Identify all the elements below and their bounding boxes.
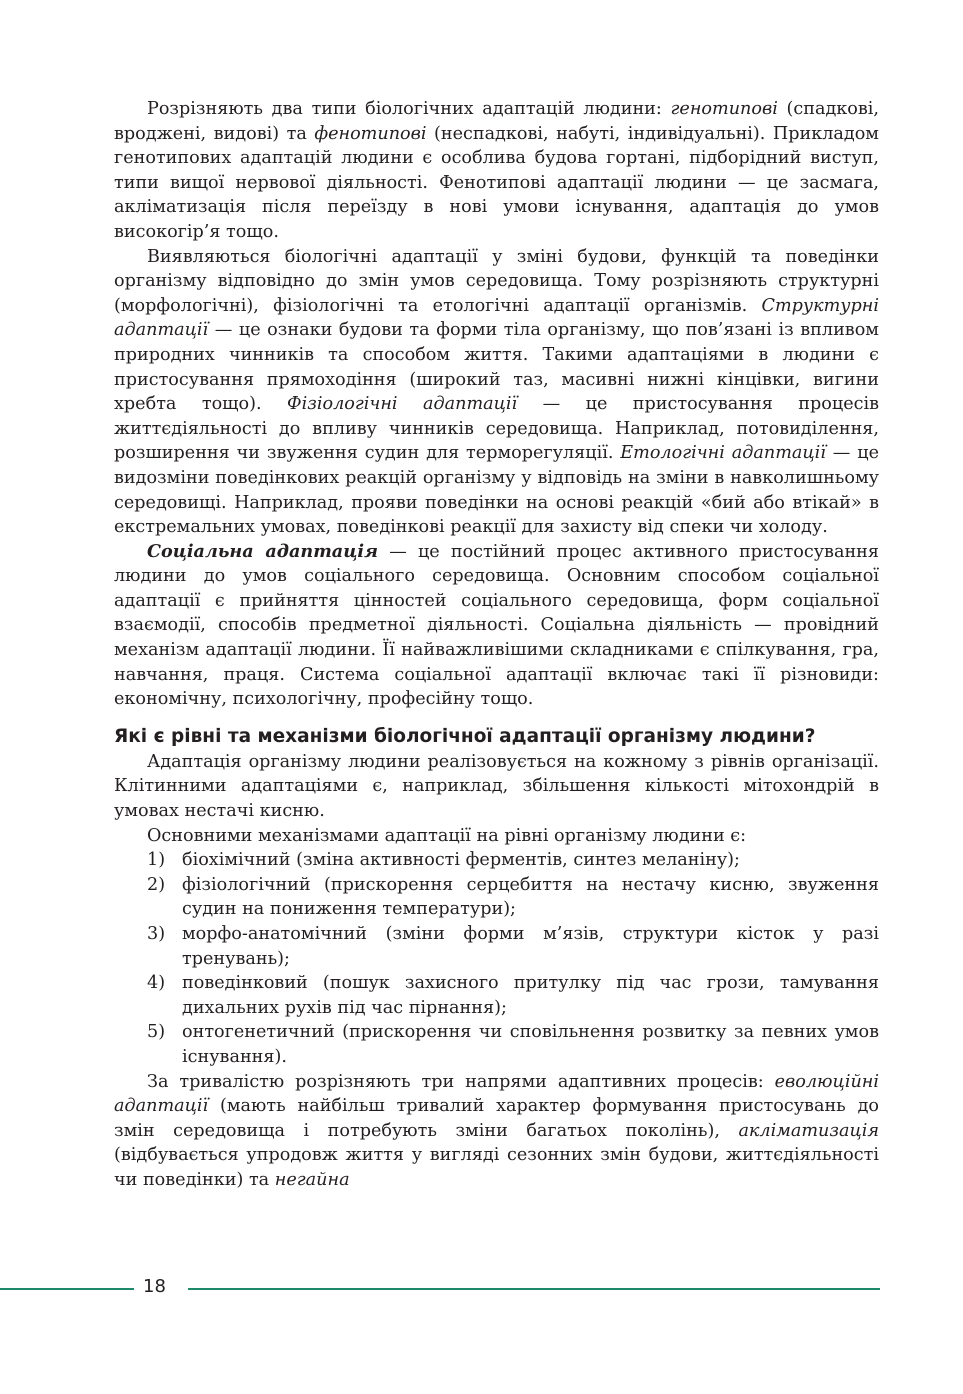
list-item-text: фізіологічний (прискорення серцебиття на нестачу кисню, звуження судин на пониження температури);: [182, 874, 879, 920]
term-acclimatization: акліматизація: [738, 1120, 879, 1141]
term-immediate: негайна: [274, 1169, 350, 1190]
list-item-text: морфо-анатомічний (зміни форми м’язів, структури кісток у разі тренувань);: [182, 924, 879, 969]
list-item: [114, 971, 879, 1020]
text-run: — це пристосування процесів життєдіяльності до впливу чинників середовища. Наприклад, потовиділення, розширення чи звуження судин для терморегуляції.: [114, 394, 879, 464]
footer-rule-left: [0, 1288, 134, 1290]
list-item-text: біохімічний (зміна активності ферментів, синтез меланіну);: [182, 850, 740, 871]
paragraph-cellular: Адаптація організму людини реалізовується на кожному з рівнів організації. Клітинними адаптаціями є, наприклад, збільшення кількості мітохондрій в умовах нестачі кисню.: [114, 751, 879, 822]
text-run: Розрізняють два типи біологічних адаптацій людини:: [147, 99, 671, 119]
paragraph-adaptation-types: [114, 97, 879, 245]
term-ethological: Етологічні адаптації: [620, 443, 826, 464]
text-run: Виявляються біологічні адаптації у зміні будови, функцій та поведінки організму відповідно до змін умов середовища. Тому розрізняють структурні (морфологічні), фізіологічні та етологічні адаптації організмів.: [114, 246, 879, 316]
page-number: 18: [143, 1276, 166, 1297]
text-run: (мають найбільш тривалий характер формування пристосувань до змін середовища і потребують зміни багатьох поколінь),: [114, 1096, 879, 1141]
term-social-adaptation: Соціальна адаптація: [147, 540, 379, 562]
list-number: 4): [147, 973, 166, 994]
list-number: 3): [147, 924, 166, 944]
list-item-text: онтогенетичний (прискорення чи сповільнення розвитку за певних умов існування).: [182, 1022, 879, 1067]
text-run: (неспадкові, набуті, індивідуальні). Прикладом генотипових адаптацій людини є особлива будова гортані, підборідний виступ, типи вищої нервової діяльності. Фенотипові адаптації людини — це засмага, акліматизація після переїзду в нові умови існування, адаптація до умов високогір’я тощо.: [114, 123, 879, 242]
text-run: За тривалістю розрізняють три напрями адаптивних процесів:: [147, 1071, 775, 1092]
list-item: [114, 1020, 879, 1069]
term-physiological: Фізіологічні адаптації: [287, 394, 518, 415]
text-run: (спадкові, вроджені, видові) та: [114, 99, 879, 144]
list-number: 2): [147, 874, 166, 895]
mechanisms-list: [114, 848, 879, 1069]
page-footer: [0, 1275, 963, 1305]
paragraph-social-adaptation: [114, 540, 879, 712]
text-run: — це постійний процес активного пристосування людини до умов соціального середовища. Основним способом соціальної адаптації є прийняття цінностей соціального середовища, форм соціальної взаємодії, способів предметної діяльності. Соціальна діяльність — провідний механізм адаптації людини. Її найважливішими складниками є спілкування, гра, навчання, праця. Система соціальної адаптації включає такі її різновиди: економічну, психологічну, професійну тощо.: [114, 541, 879, 710]
text-run: — це видозміни поведінкових реакцій організму у відповідь на зміни в навколишньому середовищі. Наприклад, прояви поведінки на основі реакцій «бий або втікай» в екстремальних умовах, поведінкові реакції для захисту від спеки чи холоду.: [114, 443, 879, 538]
term-structural: Структурні адаптації: [114, 295, 879, 341]
list-item: [114, 873, 879, 922]
text-run: (відбувається упродовж життя у вигляді сезонних змін будови, життєдіяльності чи поведінки) та: [114, 1145, 879, 1190]
term-phenotypic: фенотипові: [314, 123, 427, 144]
section-heading: Які є рівні та механізми біологічної адаптації організму людини?: [114, 725, 816, 747]
paragraph-mechanisms-intro: Основними механізмами адаптації на рівні організму людини є:: [147, 825, 747, 846]
term-evolutionary: еволюційні адаптації: [114, 1071, 879, 1117]
list-item: [114, 848, 879, 873]
list-item-text: поведінковий (пошук захисного притулку під час грози, тамування дихальних рухів під час пірнання);: [182, 973, 879, 1018]
text-run: — це ознаки будови та форми тіла організму, що пов’язані із впливом природних чинників та способом життя. Такими адаптаціями в людини є пристосування прямоходіння (широкий таз, масивні нижні кінцівки, вигини хребта тощо).: [114, 320, 879, 415]
paragraph-structural-physiological: [114, 245, 879, 540]
list-item: [114, 922, 879, 971]
paragraph-duration: [114, 1070, 879, 1193]
footer-rule-right: [188, 1288, 880, 1290]
list-number: 1): [147, 850, 166, 871]
list-number: 5): [147, 1022, 166, 1043]
term-genotypic: генотипові: [670, 99, 778, 119]
page-content: [114, 97, 879, 1193]
